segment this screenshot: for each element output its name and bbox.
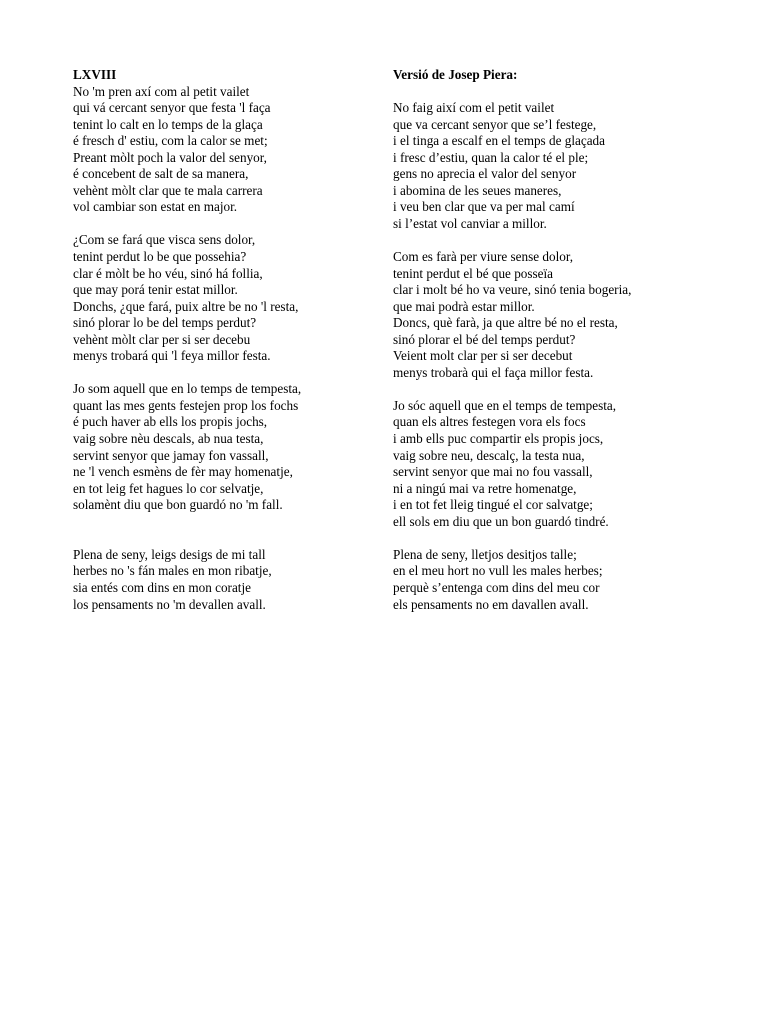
original-stanzas [73,84,373,614]
verse-line: que may porá tenir estat millor. [73,282,238,298]
verse-line: qui vá cercant senyor que festa 'l faça [73,100,271,116]
verse-line: i abomina de les seues maneres, [393,182,562,198]
verse-line: si l’estat vol canviar a millor. [393,215,547,231]
verse-line: é puch haver ab ells los propis jochs, [73,414,268,430]
verse-line: Com es farà per viure sense dolor, [393,249,574,265]
verse-line: i fresc d’estiu, quan la calor té el ple; [393,149,589,165]
translation-column [393,67,733,630]
translation-title: Versió de Josep Piera: [393,67,518,82]
verse-line: vaig sobre nèu descals, ab nua testa, [73,431,264,447]
verse-line: Veient molt clar per si ser decebut [393,348,573,364]
verse-line: sinó plorar lo be del temps perdut? [73,315,257,331]
verse-line: tenint perdut el bé que posseïa [393,265,554,281]
verse-line: Donchs, ¿que fará, puix altre be no 'l resta, [73,298,299,314]
translation-stanzas [393,100,733,613]
stanza [393,249,733,381]
verse-line: solamènt diu que bon guardó no 'm fall. [73,497,283,513]
verse-line: vaig sobre neu, descalç, la testa nua, [393,447,585,463]
verse-line: clar i molt bé ho va veure, sinó tenia bogeria, [393,282,632,298]
verse-line: servint senyor que mai no fou vassall, [393,464,593,480]
verse-line: é concebent de salt de sa manera, [73,166,249,182]
stanza [73,232,373,364]
verse-line: i veu ben clar que va per mal camí [393,199,575,215]
stanza [393,547,733,613]
verse-line: en tot leig fet hagues lo cor selvatje, [73,480,264,496]
verse-line: Plena de seny, leigs desigs de mi tall [73,546,266,562]
verse-line: menys trobará qui 'l feya millor festa. [73,348,271,364]
verse-line: Plena de seny, lletjos desitjos talle; [393,546,577,562]
verse-line: No 'm pren axí com al petit vailet [73,83,250,99]
verse-line: tenint perdut lo be que possehia? [73,249,247,265]
verse-line: que mai podrà estar millor. [393,298,535,314]
verse-line: sia entés com dins en mon coratje [73,579,251,595]
verse-line: quan els altres festegen vora els focs [393,414,586,430]
verse-line: Jo sóc aquell que en el temps de tempesta, [393,397,617,413]
verse-line: i en tot fet lleig tingué el cor salvatge; [393,497,593,513]
verse-line: i amb ells puc compartir els propis jocs, [393,431,604,447]
verse-line: que va cercant senyor que se’l festege, [393,116,597,132]
verse-line: é fresch d' estiu, com la calor se met; [73,133,268,149]
stanza [393,398,733,530]
verse-line: menys trobarà qui el faça millor festa. [393,364,594,380]
verse-line: Doncs, què farà, ja que altre bé no el resta, [393,315,618,331]
verse-line: perquè s’entenga com dins del meu cor [393,579,600,595]
verse-line: No faig així com el petit vailet [393,100,555,116]
stanza [73,547,373,613]
verse-line: los pensaments no 'm devallen avall. [73,596,266,612]
stanza [73,84,373,216]
verse-line: ni a ningú mai va retre homenatge, [393,480,577,496]
verse-line: quant las mes gents festejen prop los fochs [73,397,299,413]
poem-title: LXVIII [73,67,117,82]
verse-line: vehènt mòlt clar que te mala carrera [73,182,263,198]
verse-line: tenint lo calt en lo temps de la glaça [73,116,263,132]
verse-line: vehènt mòlt clar per si ser decebu [73,331,251,347]
verse-line: herbes no 's fán males en mon ribatje, [73,563,272,579]
verse-line: ¿Com se fará que visca sens dolor, [73,232,256,248]
verse-line: clar é mòlt be ho véu, sinó há follia, [73,265,263,281]
stanza [73,381,373,513]
verse-line: gens no aprecia el valor del senyor [393,166,577,182]
verse-line: sinó plorar el bé del temps perdut? [393,331,576,347]
verse-line: ell sols em diu que un bon guardó tindré. [393,513,609,529]
verse-line: ne 'l vench esmèns de fèr may homenatje, [73,464,293,480]
stanza [393,100,733,232]
verse-line: Preant mòlt poch la valor del senyor, [73,149,267,165]
verse-line: Jo som aquell que en lo temps de tempesta, [73,381,302,397]
original-poem-column [73,67,373,630]
verse-line: els pensaments no em davallen avall. [393,596,589,612]
verse-line: en el meu hort no vull les males herbes; [393,563,603,579]
verse-line: i el tinga a escalf en el temps de glaçada [393,133,605,149]
verse-line: servint senyor que jamay fon vassall, [73,447,269,463]
verse-line: vol cambiar son estat en major. [73,199,238,215]
